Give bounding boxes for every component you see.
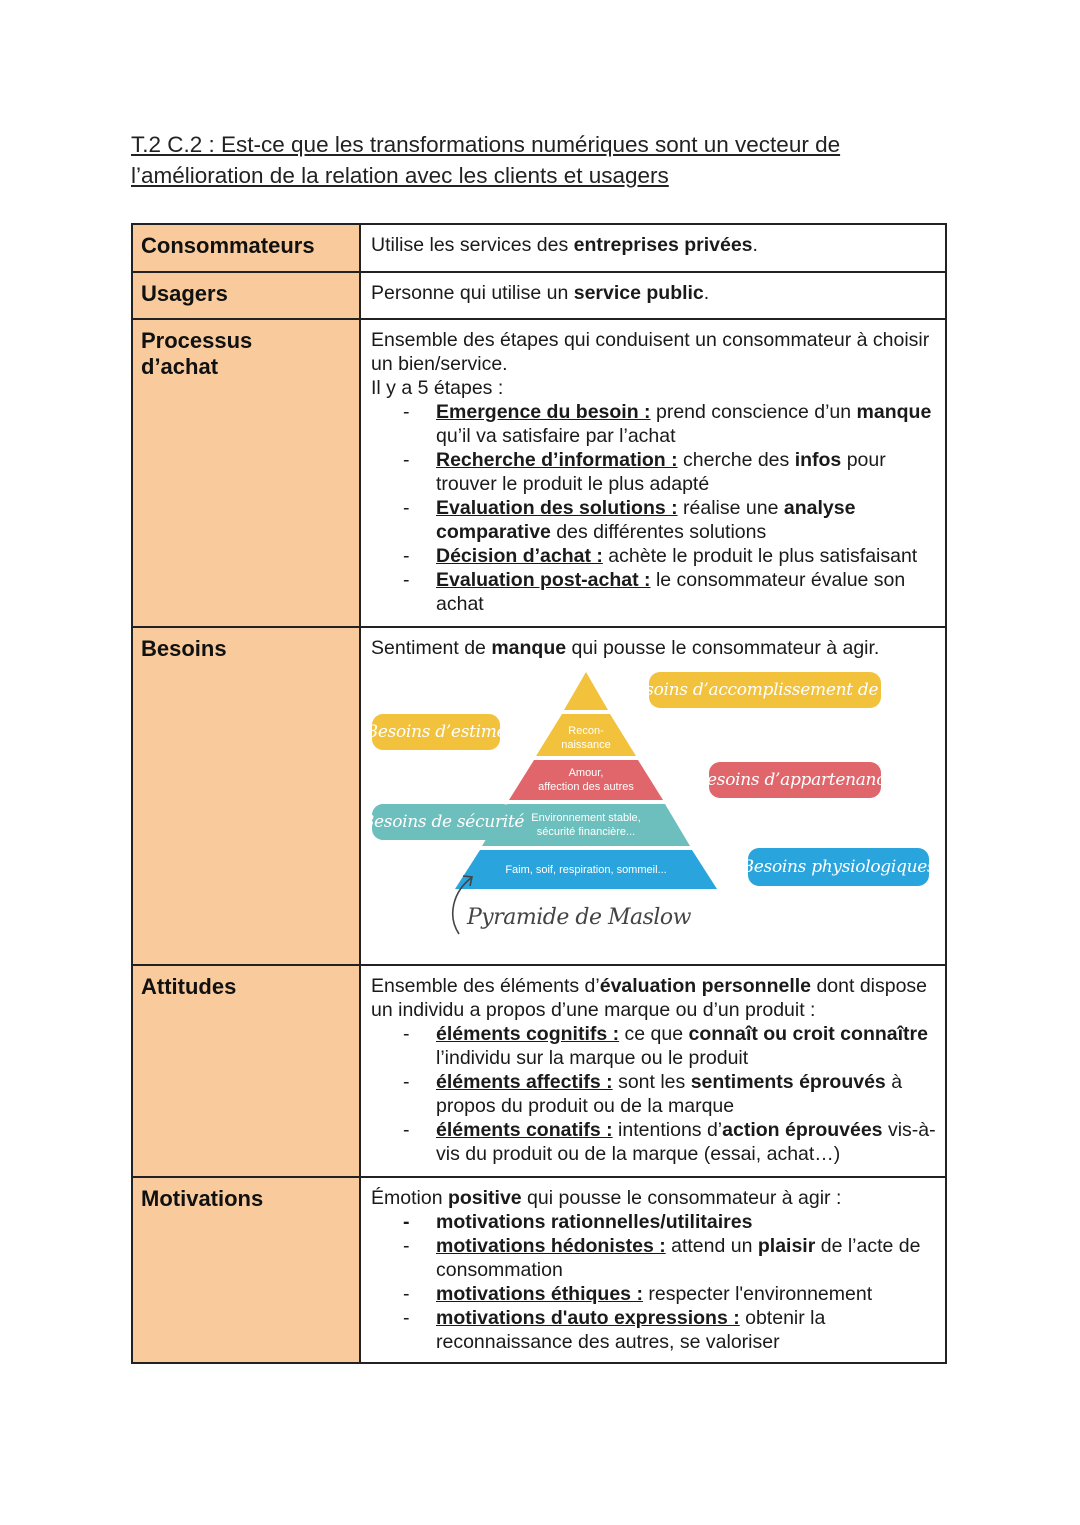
bold-text: entreprises privées <box>573 234 753 256</box>
content-motivations <box>360 1177 946 1363</box>
processus-intro: Ensemble des étapes qui conduisent un consommateur à choisir un bien/service. <box>371 329 930 375</box>
text: intentions d’ <box>612 1119 723 1141</box>
pill-appartenance: Besoins d’appartenance <box>709 762 881 798</box>
list-item <box>371 1210 937 1234</box>
level-label-line: naissance <box>561 739 611 751</box>
pill-estime: Besoins d’estime <box>372 714 500 750</box>
term: Décision d’achat : <box>436 545 603 567</box>
pill-accomplissement: Besoins d’accomplissement de soi <box>649 672 881 708</box>
content-processus <box>360 319 946 627</box>
bold-text: service public <box>573 282 704 304</box>
term: motivations d'auto expressions : <box>436 1307 740 1329</box>
text: vis-à-vis du produit ou de la marque (essai, achat…) <box>436 1119 936 1165</box>
bold-text: sentiments éprouvés <box>690 1071 886 1093</box>
label-motivations: Motivations <box>132 1177 360 1363</box>
bold-text: analyse comparative <box>436 497 856 543</box>
content-consommateurs <box>360 224 946 272</box>
term: Recherche d’information : <box>436 449 678 471</box>
bold-text: évaluation personnelle <box>599 975 812 997</box>
bold-text: infos <box>794 449 842 471</box>
term: éléments affectifs : <box>436 1071 613 1093</box>
row-attitudes <box>132 965 946 1177</box>
text: qui pousse le consommateur à agir : <box>521 1187 842 1209</box>
bold-text: manque <box>491 637 567 659</box>
bold-text: action éprouvées <box>722 1119 883 1141</box>
motivations-list <box>371 1210 937 1354</box>
text: attend un <box>665 1235 758 1257</box>
row-consommateurs <box>132 224 946 272</box>
pyramid-caption: Pyramide de Maslow <box>467 905 691 930</box>
label-attitudes: Attitudes <box>132 965 360 1177</box>
list-item <box>371 448 937 496</box>
text: qu’il va satisfaire par l’achat <box>436 425 676 447</box>
term: motivations hédonistes : <box>436 1235 666 1257</box>
text: Sentiment de <box>371 637 492 659</box>
text: pour trouver le produit le plus adapté <box>436 449 886 495</box>
title-line-2: l’amélioration de la relation avec les clients et usagers <box>131 163 669 188</box>
text: respecter l'environnement <box>642 1283 873 1305</box>
text: réalise une <box>677 497 784 519</box>
text: qui pousse le consommateur à agir. <box>566 637 880 659</box>
term: Emergence du besoin : <box>436 401 651 423</box>
text: ce que <box>619 1023 689 1045</box>
pill-securite: Besoins de sécurité <box>372 804 514 840</box>
pill-physiologiques: Besoins physiologiques <box>748 848 929 886</box>
text: des différentes solutions <box>550 521 767 543</box>
label-besoins: Besoins <box>132 627 360 965</box>
processus-count: Il y a 5 étapes : <box>371 377 504 399</box>
list-item <box>371 544 937 568</box>
level-label-environnement <box>482 811 690 839</box>
term: éléments cognitifs : <box>436 1023 620 1045</box>
row-usagers <box>132 272 946 319</box>
term: motivations éthiques : <box>436 1283 643 1305</box>
text: Utilise les services des <box>371 234 574 256</box>
level-label-amour <box>509 766 663 794</box>
text: à propos du produit ou de la marque <box>436 1071 903 1117</box>
text: . <box>752 234 758 256</box>
list-item <box>371 1282 937 1306</box>
label-usagers: Usagers <box>132 272 360 319</box>
title-line-1: T.2 C.2 : Est-ce que les transformations numériques sont un vecteur de <box>131 132 841 157</box>
level-label-line: Environnement stable, <box>531 812 641 824</box>
text: Émotion <box>371 1187 448 1209</box>
content-usagers <box>360 272 946 319</box>
level-label-line: Amour, <box>568 767 604 779</box>
maslow-pyramid-figure <box>361 666 961 956</box>
text: Personne qui utilise un <box>371 282 574 304</box>
level-label-reconnaissance <box>536 724 636 752</box>
label-consommateurs: Consommateurs <box>132 224 360 272</box>
besoins-definition <box>371 636 937 660</box>
list-item <box>371 1306 937 1354</box>
level-label-line: sécurité financière... <box>536 826 636 838</box>
term: Evaluation des solutions : <box>436 497 678 519</box>
bold-text: positive <box>447 1187 522 1209</box>
bold-text: plaisir <box>757 1235 816 1257</box>
term: éléments conatifs : <box>436 1119 613 1141</box>
text: prend conscience d’un <box>650 401 857 423</box>
row-besoins <box>132 627 946 965</box>
text: dont dispose un individu a propos d’une marque ou d’un produit : <box>371 975 928 1021</box>
text: achète le produit le plus satisfaisant <box>602 545 918 567</box>
text: Ensemble des éléments d’ <box>371 975 600 997</box>
text: cherche des <box>677 449 795 471</box>
processus-steps <box>371 400 937 616</box>
attitudes-intro <box>371 974 937 1022</box>
label-processus: Processus d’achat <box>132 319 360 627</box>
motivations-intro <box>371 1186 937 1210</box>
list-item <box>371 1022 937 1070</box>
list-item <box>371 1070 937 1118</box>
text: . <box>703 282 710 304</box>
content-besoins <box>360 627 946 965</box>
page-title <box>131 129 931 191</box>
bold-text: manque <box>856 401 932 423</box>
text: le consommateur évalue son achat <box>436 569 906 615</box>
list-item <box>371 568 937 616</box>
row-motivations <box>132 1177 946 1363</box>
row-processus <box>132 319 946 627</box>
content-attitudes <box>360 965 946 1177</box>
text: de l’acte de consommation <box>436 1235 921 1281</box>
text: l’individu sur la marque ou le produit <box>436 1047 749 1069</box>
text: obtenir la reconnaissance des autres, se valoriser <box>436 1307 826 1353</box>
list-item <box>371 1118 937 1166</box>
bold-text: connaît ou croit connaître <box>688 1023 928 1045</box>
pyramid-level-accomplissement <box>564 672 608 710</box>
attitudes-list <box>371 1022 937 1166</box>
bold-text: motivations rationnelles/utilitaires <box>436 1211 753 1233</box>
list-item <box>371 400 937 448</box>
notes-table <box>131 223 947 1364</box>
level-label-faim: Faim, soif, respiration, sommeil... <box>505 864 667 876</box>
term: Evaluation post-achat : <box>436 569 651 591</box>
text: sont les <box>612 1071 691 1093</box>
level-label-line: Recon- <box>568 725 604 737</box>
list-item <box>371 496 937 544</box>
list-item <box>371 1234 937 1282</box>
level-label-line: affection des autres <box>538 781 634 793</box>
